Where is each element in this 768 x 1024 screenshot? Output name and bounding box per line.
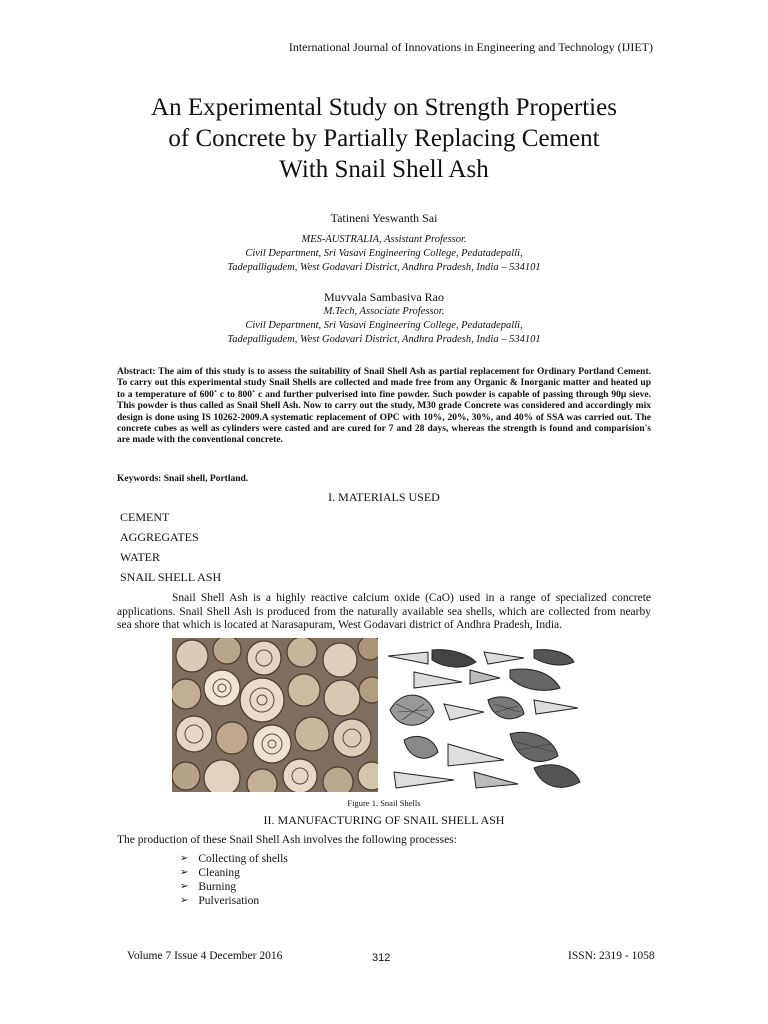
material-item: SNAIL SHELL ASH <box>120 570 222 584</box>
arrow-bullet-icon: ➢ <box>180 895 189 906</box>
material-item: WATER <box>120 550 160 564</box>
affiliation-line: Civil Department, Sri Vasavi Engineering College, Pedatadepalli, <box>245 320 523 331</box>
title-line: With Snail Shell Ash <box>279 156 489 183</box>
process-intro: The production of these Snail Shell Ash involves the following processes: <box>117 834 457 846</box>
material-item: CEMENT <box>120 510 170 524</box>
list-item: ➢ Cleaning <box>180 867 240 879</box>
arrow-bullet-icon: ➢ <box>180 881 189 892</box>
page-number: 312 <box>372 952 391 964</box>
author-name: Muvvala Sambasiva Rao <box>324 290 444 304</box>
snail-shells-photo <box>172 638 378 792</box>
author-affiliation <box>0 233 768 275</box>
list-item: ➢ Pulverisation <box>180 895 260 907</box>
list-item: ➢ Burning <box>180 881 237 893</box>
material-item: AGGREGATES <box>120 530 199 544</box>
sea-shells-drawing <box>384 648 598 792</box>
affiliation-line: Tadepalligudem, West Godavari District, Andhra Pradesh, India – 534101 <box>227 334 541 345</box>
list-item: ➢ Collecting of shells <box>180 853 288 865</box>
affiliation-line: Tadepalligudem, West Godavari District, Andhra Pradesh, India – 534101 <box>227 262 541 273</box>
keywords: Keywords: Snail shell, Portland. <box>117 474 249 484</box>
author-name: Tatineni Yeswanth Sai <box>330 211 438 225</box>
affiliation-line: M.Tech, Associate Professor. <box>323 306 445 317</box>
arrow-bullet-icon: ➢ <box>180 867 189 878</box>
body-paragraph: Snail Shell Ash is a highly reactive calcium oxide (CaO) used in a range of specialized concrete applications. Snail Shell Ash is produced from the naturally available sea shells, which are collected from nearby sea shore that which is located at Narasapuram, West Godavari district of Andhra Pradesh, India. <box>117 592 651 631</box>
title-line: of Concrete by Partially Replacing Cement <box>168 125 600 152</box>
affiliation-line: MES-AUSTRALIA, Assistant Professor. <box>301 234 467 245</box>
figure-caption: Figure 1. Snail Shells <box>347 798 421 808</box>
arrow-bullet-icon: ➢ <box>180 853 189 864</box>
section-heading: I. MATERIALS USED <box>328 490 440 504</box>
journal-header: International Journal of Innovations in Engineering and Technology (IJIET) <box>288 40 653 54</box>
paper-title <box>0 92 768 185</box>
author-affiliation <box>0 305 768 347</box>
footer-issn: ISSN: 2319 - 1058 <box>568 950 655 962</box>
process-list <box>180 852 288 908</box>
footer-volume: Volume 7 Issue 4 December 2016 <box>127 950 283 962</box>
section-heading: II. MANUFACTURING OF SNAIL SHELL ASH <box>263 813 505 827</box>
affiliation-line: Civil Department, Sri Vasavi Engineering College, Pedatadepalli, <box>245 248 523 259</box>
abstract: Abstract: The aim of this study is to assess the suitability of Snail Shell Ash as partial replacement for Ordinary Portland Cement. To carry out this experimental study Snail Shells are collected and made free from any Organic & Inorganic matter and heated up to a temperature of 600˚ c to 800˚ c and further pulverised into fine powder. Such powder is capable of passing through 90μ sieve. This powder is thus called as Snail Shell Ash. Now to carry out the study, M30 grade Concrete was considered and accordingly mix design is done using IS 10262-2009.A systematic replacement of OPC with 10%, 20%, 30%, and 40% of SSA was carried out. The concrete cubes as well as cylinders were casted and are cured for 7 and 28 days, whereas the strength is found and comparision's are made with the conventional concrete. <box>117 367 651 446</box>
title-line: An Experimental Study on Strength Properties <box>151 94 617 121</box>
